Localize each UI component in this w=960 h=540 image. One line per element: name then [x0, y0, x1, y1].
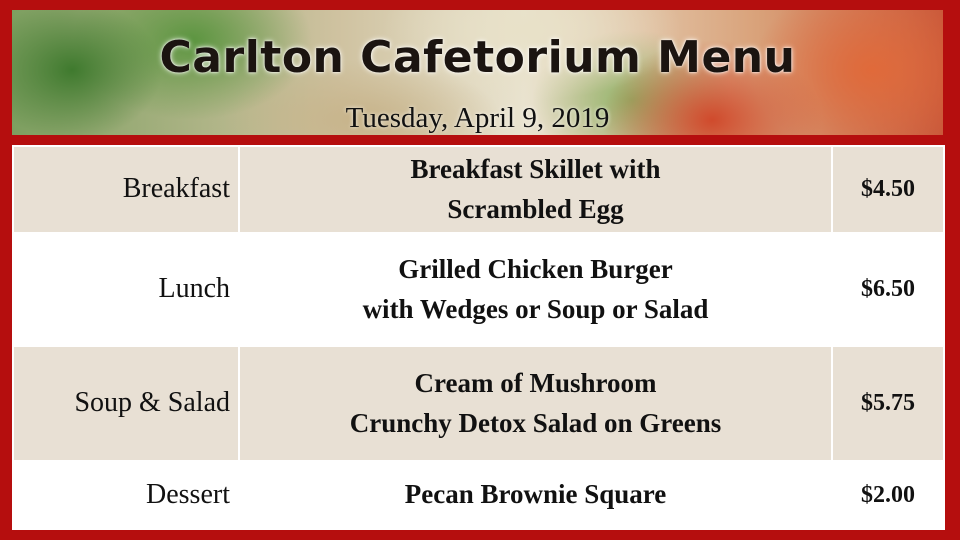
price: $4.50	[832, 146, 944, 233]
menu-item-line: Grilled Chicken Burger	[398, 254, 673, 285]
menu-item-line: Crunchy Detox Salad on Greens	[349, 407, 722, 438]
menu-item	[239, 461, 832, 529]
category-label: Dessert	[13, 461, 239, 529]
menu-item	[239, 346, 832, 461]
price: $2.00	[832, 461, 944, 529]
price: $6.50	[832, 233, 944, 346]
menu-item	[239, 233, 832, 346]
menu-item	[239, 146, 832, 233]
category-label: Lunch	[13, 233, 239, 346]
price: $5.75	[832, 346, 944, 461]
menu-item-line: with Wedges or Soup or Salad	[362, 293, 709, 324]
menu-table	[12, 145, 945, 530]
category-label: Breakfast	[13, 146, 239, 233]
menu-item-line: Scrambled Egg	[447, 193, 624, 224]
menu-row-soup-salad	[13, 346, 944, 461]
category-label: Soup & Salad	[13, 346, 239, 461]
header-banner	[12, 10, 943, 135]
menu-date: Tuesday, April 9, 2019	[345, 102, 610, 134]
menu-item-line: Breakfast Skillet with	[410, 154, 661, 185]
menu-item-line: Pecan Brownie Square	[404, 479, 667, 510]
menu-row-lunch	[13, 233, 944, 346]
menu-item-line: Cream of Mushroom	[414, 368, 657, 399]
menu-title: Carlton Cafetorium Menu	[159, 32, 796, 83]
menu-row-breakfast	[13, 146, 944, 233]
menu-row-dessert	[13, 461, 944, 529]
